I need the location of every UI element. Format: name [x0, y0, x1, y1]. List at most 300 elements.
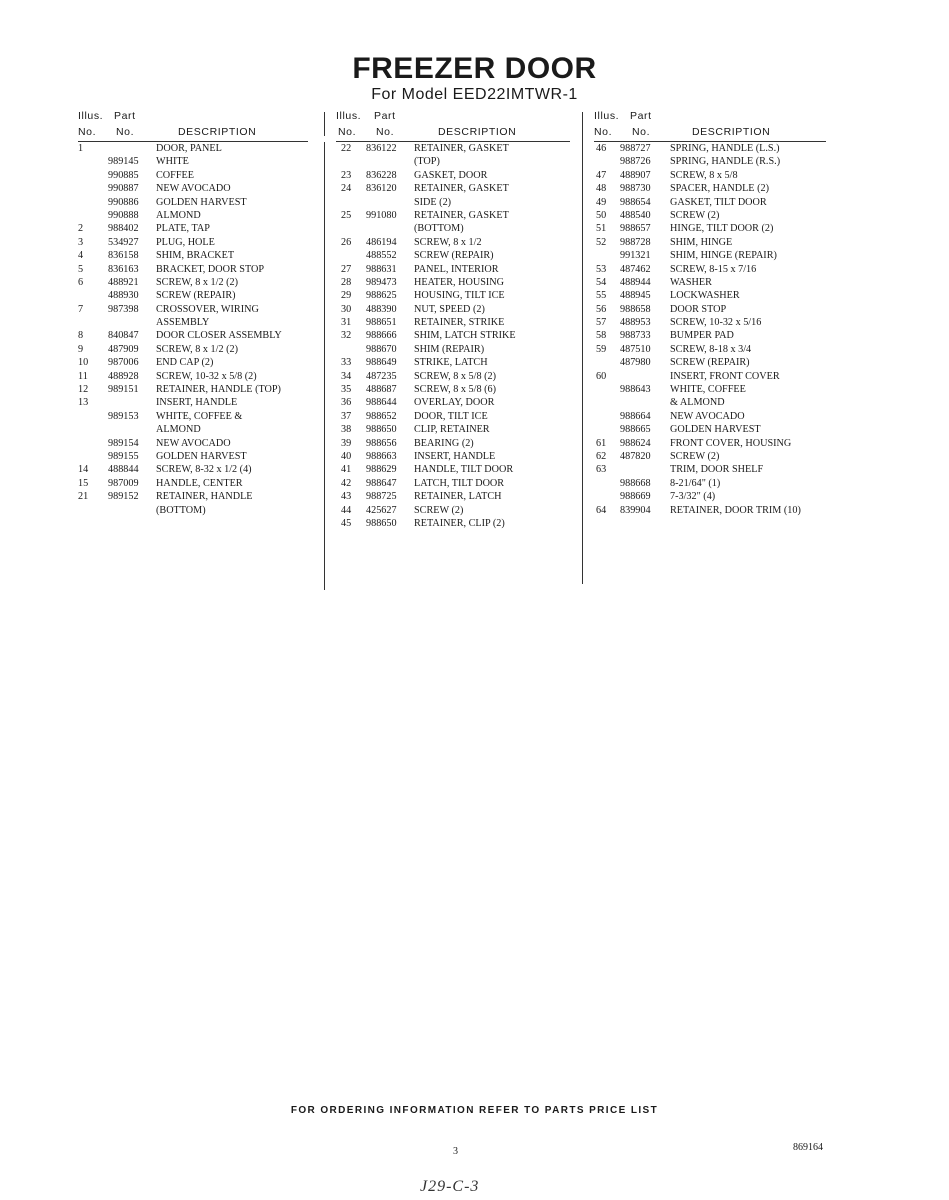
part-description: 8-21/64" (1): [670, 477, 721, 489]
illus-number: 5: [78, 263, 84, 275]
illus-number: 55: [596, 290, 607, 302]
part-number: 989473: [366, 276, 397, 288]
part-description: LOCKWASHER: [670, 290, 740, 302]
part-description: FRONT COVER, HOUSING: [670, 437, 792, 449]
description-header: DESCRIPTION: [178, 126, 257, 138]
part-description: ALMOND: [156, 209, 201, 221]
part-description: HANDLE, CENTER: [156, 477, 243, 489]
illus-number: 50: [596, 209, 607, 221]
part-description: COFFEE: [156, 169, 194, 181]
part-number: 836163: [108, 263, 139, 275]
parts-row: [78, 410, 318, 423]
parts-row: [594, 383, 844, 396]
part-description: ALMOND: [156, 424, 201, 436]
part-number: 488944: [620, 276, 651, 288]
illus-number: 4: [78, 250, 84, 262]
part-description: GOLDEN HARVEST: [156, 450, 247, 462]
part-number: 988665: [620, 424, 651, 436]
part-number: 989151: [108, 384, 139, 396]
part-description: HINGE, TILT DOOR (2): [670, 223, 774, 235]
part-number: 988649: [366, 357, 397, 369]
column-divider: [324, 142, 325, 590]
part-number: 836158: [108, 250, 139, 262]
illus-number: 34: [341, 370, 352, 382]
part-number: 488907: [620, 169, 651, 181]
part-number: 487235: [366, 370, 397, 382]
parts-row: [336, 343, 576, 356]
illus-number: 54: [596, 276, 607, 288]
part-description: SCREW, 8 x 1/2: [414, 236, 482, 248]
parts-row: [336, 303, 576, 316]
illus-number: 53: [596, 263, 607, 275]
illus-number: 26: [341, 236, 352, 248]
part-number: 990886: [108, 196, 139, 208]
part-description: 7-3/32" (4): [670, 491, 716, 503]
parts-row: [336, 236, 576, 249]
part-number: 988643: [620, 384, 651, 396]
part-description: GASKET, TILT DOOR: [670, 196, 767, 208]
part-description: SPRING, HANDLE (R.S.): [670, 156, 781, 168]
parts-row: [78, 370, 318, 383]
part-number: 836122: [366, 143, 397, 154]
parts-row: [336, 450, 576, 463]
part-number: 989152: [108, 491, 139, 503]
parts-row: [78, 437, 318, 450]
part-description: PANEL, INTERIOR: [414, 263, 499, 275]
illus-number: 14: [78, 464, 89, 476]
parts-row: [78, 383, 318, 396]
illus-number: 51: [596, 223, 607, 235]
illus-no-header: No.: [78, 126, 97, 138]
part-description: NEW AVOCADO: [156, 183, 231, 195]
part-number: 988726: [620, 156, 651, 168]
part-description: DOOR, PANEL: [156, 143, 222, 154]
illus-number: 49: [596, 196, 607, 208]
part-number: 534927: [108, 236, 139, 248]
parts-row: [594, 329, 844, 342]
part-description: SCREW, 8-15 x 7/16: [670, 263, 757, 275]
part-description: HANDLE, TILT DOOR: [414, 464, 514, 476]
column-divider: [582, 112, 583, 584]
part-description: INSERT, HANDLE: [156, 397, 238, 409]
page-number: 3: [453, 1146, 458, 1157]
parts-row: [336, 182, 576, 195]
part-number: 989145: [108, 156, 139, 168]
part-description: & ALMOND: [670, 397, 725, 409]
part-number: 988730: [620, 183, 651, 195]
part-number: 988725: [366, 491, 397, 503]
parts-row: [594, 410, 844, 423]
parts-row: [594, 196, 844, 209]
ordering-info-footer: FOR ORDERING INFORMATION REFER TO PARTS PRICE LIST: [290, 1105, 659, 1116]
parts-column-1: [78, 108, 318, 517]
parts-row: [336, 383, 576, 396]
illus-number: 31: [341, 317, 352, 329]
parts-row: [594, 490, 844, 503]
parts-row: [336, 249, 576, 262]
part-number: 488945: [620, 290, 651, 302]
parts-row: [78, 463, 318, 476]
part-description: RETAINER, LATCH: [414, 491, 502, 503]
parts-row: [78, 343, 318, 356]
parts-row: [336, 276, 576, 289]
part-description: INSERT, HANDLE: [414, 450, 496, 462]
illus-number: 15: [78, 477, 89, 489]
parts-row: [594, 222, 844, 235]
parts-row: [594, 209, 844, 222]
part-description: SIDE (2): [414, 196, 452, 208]
part-description: NEW AVOCADO: [670, 410, 745, 422]
illus-number: 36: [341, 397, 352, 409]
part-number: 487820: [620, 450, 651, 462]
parts-row: [78, 209, 318, 222]
illus-number: 61: [596, 437, 607, 449]
part-description: TRIM, DOOR SHELF: [670, 464, 764, 476]
illus-number: 8: [78, 330, 84, 342]
parts-row: [336, 370, 576, 383]
part-description: WASHER: [670, 276, 712, 288]
part-description: DOOR, TILT ICE: [414, 410, 488, 422]
part-number: 988669: [620, 491, 651, 503]
part-number: 987398: [108, 303, 139, 315]
part-description: SCREW (2): [670, 209, 720, 221]
parts-row: [594, 236, 844, 249]
part-number: 839904: [620, 504, 651, 516]
part-number: 988650: [366, 424, 397, 436]
part-description: END CAP (2): [156, 357, 214, 369]
part-description: (TOP): [414, 156, 440, 168]
illus-number: 44: [341, 504, 352, 516]
illus-number: 52: [596, 236, 607, 248]
parts-row: [336, 410, 576, 423]
illus-number: 9: [78, 343, 84, 355]
part-description: BRACKET, DOOR STOP: [156, 263, 265, 275]
parts-row: [594, 343, 844, 356]
part-number: 988663: [366, 450, 397, 462]
part-description: SCREW, 8 x 5/8 (2): [414, 370, 496, 382]
part-header-label: Part: [630, 110, 652, 122]
part-description: WHITE, COFFEE &: [156, 410, 243, 422]
illus-number: 2: [78, 223, 84, 235]
illus-number: 24: [341, 183, 352, 195]
column-header: [594, 108, 844, 142]
part-number: 988625: [366, 290, 397, 302]
parts-row: [78, 477, 318, 490]
part-description: NEW AVOCADO: [156, 437, 231, 449]
illus-number: 23: [341, 169, 352, 181]
column-divider: [324, 112, 325, 136]
parts-column-3: [594, 108, 844, 517]
part-number: 987006: [108, 357, 139, 369]
parts-row: [78, 155, 318, 168]
part-description: RETAINER, GASKET: [414, 183, 509, 195]
part-number: 990888: [108, 209, 139, 221]
illus-number: 47: [596, 169, 607, 181]
part-number: 840847: [108, 330, 139, 342]
part-description: RETAINER, GASKET: [414, 209, 509, 221]
parts-row: [78, 329, 318, 342]
part-description: SHIM, BRACKET: [156, 250, 235, 262]
illus-number: 37: [341, 410, 352, 422]
illus-no-header: No.: [338, 126, 357, 138]
handwritten-mark: J29-C-3: [420, 1178, 480, 1195]
part-number: 989153: [108, 410, 139, 422]
part-description: RETAINER, STRIKE: [414, 317, 505, 329]
part-number: 487909: [108, 343, 139, 355]
part-number: 988656: [366, 437, 397, 449]
parts-row: [78, 303, 318, 316]
illus-number: 48: [596, 183, 607, 195]
part-description: SCREW (REPAIR): [156, 290, 236, 302]
part-description: RETAINER, GASKET: [414, 143, 509, 154]
parts-row: [594, 396, 844, 409]
part-description: SCREW (REPAIR): [670, 357, 750, 369]
part-description: GASKET, DOOR: [414, 169, 488, 181]
part-description: WHITE, COFFEE: [670, 384, 746, 396]
part-number: 988644: [366, 397, 397, 409]
illus-number: 21: [78, 491, 89, 503]
illus-number: 12: [78, 384, 89, 396]
part-number: 988652: [366, 410, 397, 422]
part-header-label: Part: [114, 110, 136, 122]
part-description: CROSSOVER, WIRING: [156, 303, 259, 315]
part-description: BEARING (2): [414, 437, 474, 449]
parts-list: [78, 142, 318, 517]
parts-row: [336, 263, 576, 276]
parts-row: [594, 423, 844, 436]
parts-row: [336, 329, 576, 342]
parts-row: [78, 249, 318, 262]
part-number: 988728: [620, 236, 651, 248]
part-description: LATCH, TILT DOOR: [414, 477, 505, 489]
part-number: 988629: [366, 464, 397, 476]
part-description: SCREW (REPAIR): [414, 250, 494, 262]
illus-number: 43: [341, 491, 352, 503]
part-number: 988651: [366, 317, 397, 329]
document-number: 869164: [793, 1142, 823, 1153]
parts-row: [336, 209, 576, 222]
part-no-header: No.: [632, 126, 651, 138]
parts-row: [594, 303, 844, 316]
illus-number: 38: [341, 424, 352, 436]
part-description: WHITE: [156, 156, 189, 168]
parts-row: [78, 142, 318, 155]
parts-row: [336, 169, 576, 182]
part-number: 990887: [108, 183, 139, 195]
part-no-header: No.: [116, 126, 135, 138]
part-number: 991080: [366, 209, 397, 221]
part-number: 488687: [366, 384, 397, 396]
part-description: RETAINER, HANDLE: [156, 491, 253, 503]
part-number: 989154: [108, 437, 139, 449]
part-number: 988668: [620, 477, 651, 489]
illus-number: 59: [596, 343, 607, 355]
parts-row: [594, 504, 844, 517]
illus-number: 60: [596, 370, 607, 382]
part-description: SPRING, HANDLE (L.S.): [670, 143, 780, 154]
parts-row: [336, 463, 576, 476]
description-header: DESCRIPTION: [438, 126, 517, 138]
parts-row: [594, 263, 844, 276]
illus-header-label: Illus.: [594, 110, 620, 122]
part-number: 987009: [108, 477, 139, 489]
part-number: 988664: [620, 410, 651, 422]
parts-row: [336, 477, 576, 490]
parts-row: [594, 169, 844, 182]
part-description: SHIM (REPAIR): [414, 343, 485, 355]
part-number: 988650: [366, 517, 397, 529]
part-description: SCREW, 10-32 x 5/16: [670, 317, 762, 329]
part-number: 488953: [620, 317, 651, 329]
parts-row: [78, 182, 318, 195]
part-description: CLIP, RETAINER: [414, 424, 490, 436]
part-number: 988733: [620, 330, 651, 342]
part-number: 988654: [620, 196, 651, 208]
parts-row: [336, 196, 576, 209]
parts-row: [336, 517, 576, 530]
part-number: 488921: [108, 276, 139, 288]
illus-number: 33: [341, 357, 352, 369]
part-description: SPACER, HANDLE (2): [670, 183, 769, 195]
part-description: RETAINER, DOOR TRIM (10): [670, 504, 801, 516]
part-number: 988402: [108, 223, 139, 235]
description-header: DESCRIPTION: [692, 126, 771, 138]
parts-row: [336, 423, 576, 436]
illus-number: 7: [78, 303, 84, 315]
parts-row: [336, 490, 576, 503]
parts-row: [594, 155, 844, 168]
part-description: DOOR CLOSER ASSEMBLY: [156, 330, 282, 342]
illus-number: 6: [78, 276, 84, 288]
part-description: RETAINER, CLIP (2): [414, 517, 505, 529]
part-description: SHIM, HINGE (REPAIR): [670, 250, 777, 262]
part-description: STRIKE, LATCH: [414, 357, 488, 369]
parts-row: [594, 142, 844, 155]
illus-no-header: No.: [594, 126, 613, 138]
illus-number: 63: [596, 464, 607, 476]
part-description: SCREW, 8 x 1/2 (2): [156, 343, 238, 355]
parts-row: [336, 356, 576, 369]
illus-number: 39: [341, 437, 352, 449]
parts-row: [594, 370, 844, 383]
part-number: 990885: [108, 169, 139, 181]
illus-number: 3: [78, 236, 84, 248]
part-number: 488552: [366, 250, 397, 262]
parts-row: [78, 236, 318, 249]
part-number: 488390: [366, 303, 397, 315]
part-number: 488928: [108, 370, 139, 382]
illus-number: 22: [341, 143, 352, 154]
illus-number: 28: [341, 276, 352, 288]
parts-row: [78, 196, 318, 209]
part-description: ASSEMBLY: [156, 317, 210, 329]
page-title: FREEZER DOOR: [352, 52, 597, 85]
part-number: 991321: [620, 250, 651, 262]
part-description: SCREW, 8-18 x 3/4: [670, 343, 752, 355]
part-description: SCREW, 8 x 5/8 (6): [414, 384, 496, 396]
parts-row: [336, 316, 576, 329]
parts-row: [594, 316, 844, 329]
part-number: 988657: [620, 223, 651, 235]
part-number: 836228: [366, 169, 397, 181]
parts-row: [594, 289, 844, 302]
part-description: NUT, SPEED (2): [414, 303, 485, 315]
illus-header-label: Illus.: [78, 110, 104, 122]
parts-row: [336, 142, 576, 155]
illus-number: 13: [78, 397, 89, 409]
part-description: OVERLAY, DOOR: [414, 397, 495, 409]
parts-row: [78, 263, 318, 276]
illus-number: 57: [596, 317, 607, 329]
part-no-header: No.: [376, 126, 395, 138]
illus-number: 30: [341, 303, 352, 315]
part-number: 988670: [366, 343, 397, 355]
part-header-label: Part: [374, 110, 396, 122]
illus-number: 41: [341, 464, 352, 476]
part-number: 487462: [620, 263, 651, 275]
part-description: SCREW, 10-32 x 5/8 (2): [156, 370, 257, 382]
illus-number: 45: [341, 517, 352, 529]
parts-row: [594, 356, 844, 369]
parts-row: [78, 356, 318, 369]
illus-number: 10: [78, 357, 89, 369]
illus-number: 29: [341, 290, 352, 302]
parts-row: [336, 504, 576, 517]
part-description: SCREW, 8 x 5/8: [670, 169, 738, 181]
part-description: SCREW (2): [670, 450, 720, 462]
parts-row: [78, 316, 318, 329]
part-description: SCREW (2): [414, 504, 464, 516]
part-number: 988631: [366, 263, 397, 275]
part-number: 988666: [366, 330, 397, 342]
parts-row: [336, 289, 576, 302]
part-number: 989155: [108, 450, 139, 462]
illus-number: 32: [341, 330, 352, 342]
parts-row: [594, 182, 844, 195]
illus-number: 11: [78, 370, 88, 382]
part-description: INSERT, FRONT COVER: [670, 370, 780, 382]
parts-row: [336, 437, 576, 450]
part-description: SCREW, 8 x 1/2 (2): [156, 276, 238, 288]
part-number: 988727: [620, 143, 651, 154]
part-description: (BOTTOM): [414, 223, 464, 235]
part-description: SHIM, HINGE: [670, 236, 733, 248]
column-header: [336, 108, 576, 142]
parts-column-2: [336, 108, 576, 530]
illus-number: 27: [341, 263, 352, 275]
parts-row: [78, 450, 318, 463]
parts-row: [594, 450, 844, 463]
parts-row: [78, 490, 318, 503]
parts-row: [594, 276, 844, 289]
part-description: (BOTTOM): [156, 504, 206, 516]
part-number: 988658: [620, 303, 651, 315]
illus-number: 35: [341, 384, 352, 396]
part-description: GOLDEN HARVEST: [670, 424, 761, 436]
parts-list: [336, 142, 576, 530]
illus-number: 58: [596, 330, 607, 342]
part-number: 486194: [366, 236, 397, 248]
page-subtitle: For Model EED22IMTWR-1: [371, 86, 578, 103]
illus-number: 56: [596, 303, 607, 315]
part-number: 836120: [366, 183, 397, 195]
part-description: HOUSING, TILT ICE: [414, 290, 505, 302]
parts-row: [336, 222, 576, 235]
parts-row: [78, 222, 318, 235]
column-header: [78, 108, 318, 142]
parts-row: [78, 276, 318, 289]
parts-row: [336, 396, 576, 409]
